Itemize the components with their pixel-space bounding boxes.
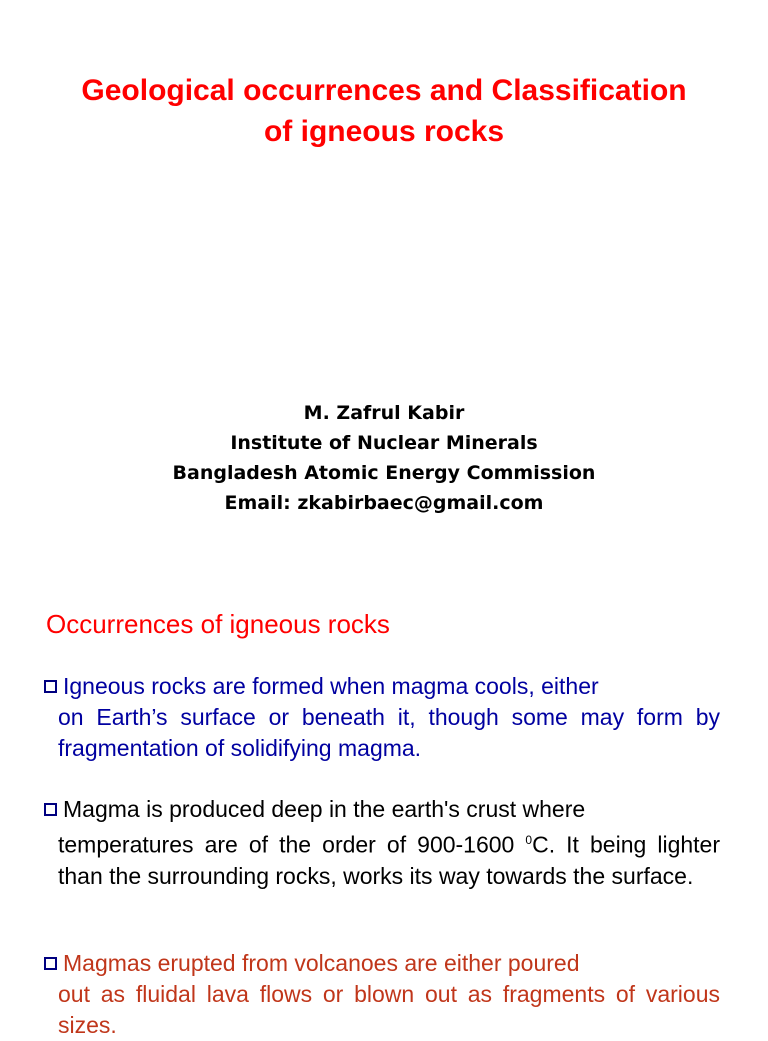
paragraph-2-rest: [44, 825, 720, 892]
paragraph-1-line-1: Igneous rocks are formed when magma cools, either: [63, 673, 599, 699]
paragraph-1-rest: on Earth’s surface or beneath it, though some may form by fragmentation of solidifying magma.: [58, 704, 720, 761]
paragraph-1: [44, 671, 720, 764]
degree-superscript: 0: [525, 833, 533, 847]
paragraph-3-line-1: Magmas erupted from volcanoes are either poured: [63, 950, 580, 976]
paragraph-3: [44, 948, 720, 1041]
title-line-2: of igneous rocks: [263, 115, 505, 148]
author-institute: Institute of Nuclear Minerals: [230, 432, 538, 454]
author-email: Email: zkabirbaec@gmail.com: [224, 492, 544, 514]
paragraph-2: [44, 794, 720, 892]
paragraph-3-rest: out as fluidal lava flows or blown out as fragments of various sizes.: [58, 981, 720, 1038]
checkbox-bullet-icon: [44, 957, 57, 970]
title-line-1: Geological occurrences and Classification: [81, 74, 687, 107]
checkbox-bullet-icon: [44, 680, 57, 693]
author-name: M. Zafrul Kabir: [303, 402, 465, 424]
checkbox-bullet-icon: [44, 803, 57, 816]
paragraph-2-line-1: Magma is produced deep in the earth's crust where: [63, 796, 586, 822]
author-organization: Bangladesh Atomic Energy Commission: [172, 462, 596, 484]
paragraph-2-rest-a: temperatures are of the order of 900-1600: [58, 831, 526, 858]
paragraph-2-rest-b: C. It being lighter than the surrounding rocks, works its way towards the surface.: [58, 831, 720, 889]
section-heading: Occurrences of igneous rocks: [46, 609, 390, 639]
author-info: [0, 398, 768, 518]
document-title: [20, 70, 748, 152]
